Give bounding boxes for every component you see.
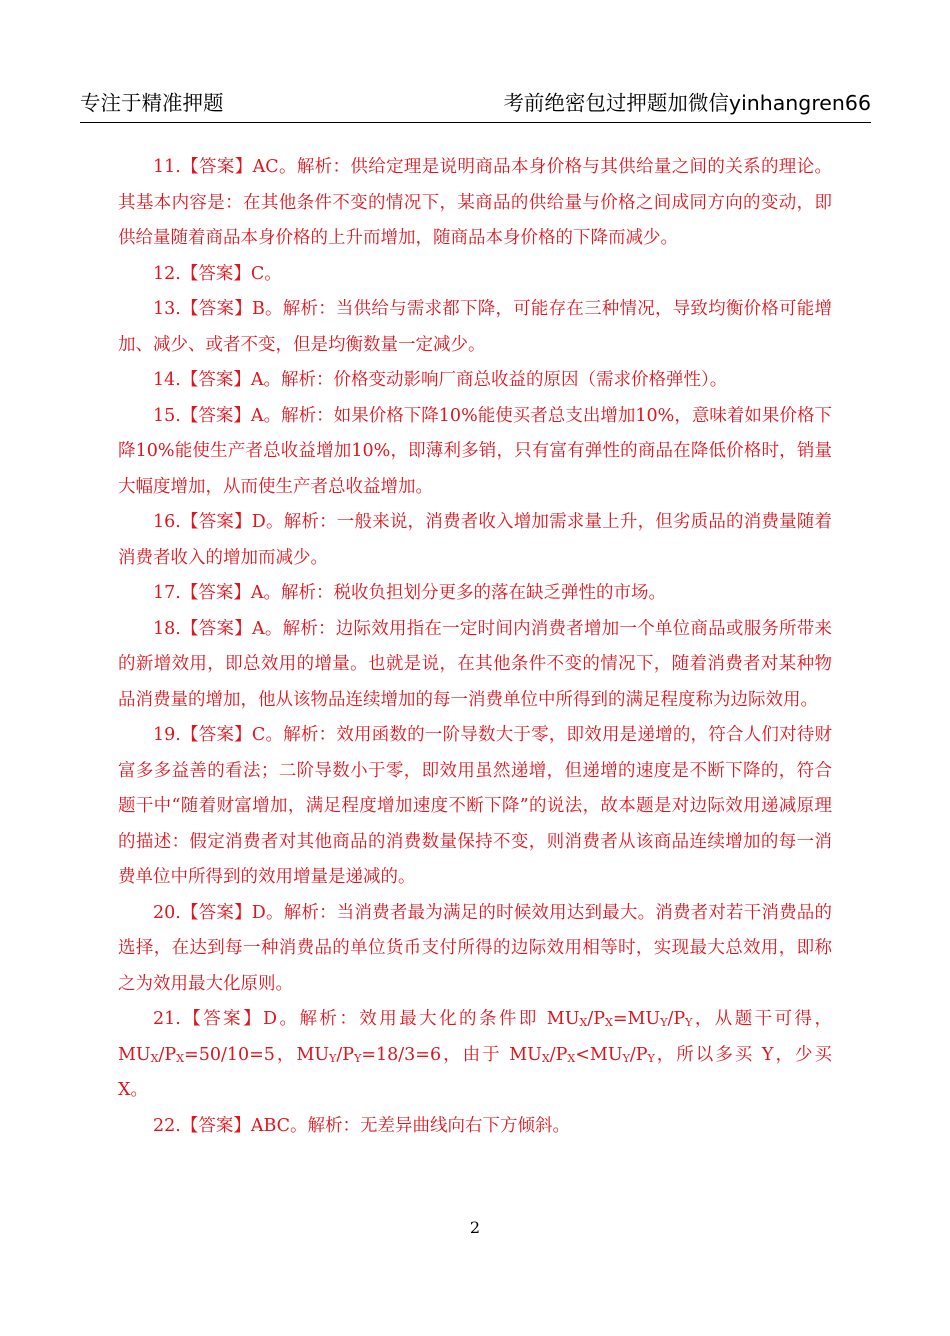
answer-21: 21.【答案】D。解析：效用最大化的条件即 $MU_X/P_X=MU_Y/P_Y$，从题干可得，$MU_X/P_X=50/10=5$，$MU_Y/P_Y=18/3=6$，由于 $MU_X/P_X<MU_Y/P_Y$，所以多买 Y，少买 X。 bbox=[118, 1009, 833, 1100]
answer-22: 22.【答案】ABC。解析：无差异曲线向右下方倾斜。 bbox=[153, 1115, 571, 1136]
answer-20: 20.【答案】D。解析：当消费者最为满足的时候效用达到最大。消费者对若干消费品的选择，在达到每一种消费品的单位货币支付所得的边际效用相等时，实现最大总效用，即称之为效用最大化原则。 bbox=[118, 902, 832, 994]
page-number: 2 bbox=[469, 1218, 481, 1237]
answer-12: 12.【答案】C。 bbox=[153, 263, 282, 284]
answer-list bbox=[118, 150, 832, 1144]
answer-19: 19.【答案】C。解析：效用函数的一阶导数大于零，即效用是递增的，符合人们对待财富多多益善的看法；二阶导数小于零，即效用虽然递增，但递增的速度是不断下降的，符合题干中“随着财富增加，满足程度增加速度不断下降”的说法，故本题是对边际效用递减原理的描述：假定消费者对其他商品的消费数量保持不变，则消费者从该商品连续增加的每一消费单位中所得到的效用增量是递减的。 bbox=[118, 725, 832, 887]
header-right-text: 考前绝密包过押题加微信yinhangren66 bbox=[503, 91, 871, 115]
answer-15: 15.【答案】A。解析：如果价格下降10%能使买者总支出增加10%，意味着如果价格下降10%能使生产者总收益增加10%，即薄利多销，只有富有弹性的商品在降低价格时，销量大幅度增加，从而使生产者总收益增加。 bbox=[118, 405, 832, 497]
answer-18: 18.【答案】A。解析：边际效用指在一定时间内消费者增加一个单位商品或服务所带来的新增效用，即总效用的增量。也就是说，在其他条件不变的情况下，随着消费者对某种物品消费量的增加，他从该物品连续增加的每一消费单位中所得到的满足程度称为边际效用。 bbox=[118, 618, 832, 710]
answer-13: 13.【答案】B。解析：当供给与需求都下降，可能存在三种情况，导致均衡价格可能增加、减少、或者不变，但是均衡数量一定减少。 bbox=[118, 299, 832, 355]
header-left-text: 专注于精准押题 bbox=[80, 91, 224, 115]
answer-14: 14.【答案】A。解析：价格变动影响厂商总收益的原因（需求价格弹性）。 bbox=[153, 370, 728, 390]
answer-16: 16.【答案】D。解析：一般来说，消费者收入增加需求量上升，但劣质品的消费量随着消费者收入的增加而减少。 bbox=[118, 512, 832, 568]
answer-17: 17.【答案】A。解析：税收负担划分更多的落在缺乏弹性的市场。 bbox=[153, 583, 666, 603]
page-header bbox=[80, 88, 871, 123]
answer-11: 11.【答案】AC。解析：供给定理是说明商品本身价格与其供给量之间的关系的理论。其基本内容是：在其他条件不变的情况下，某商品的供给量与价格之间成同方向的变动，即供给量随着商品本身价格的上升而增加，随商品本身价格的下降而减少。 bbox=[118, 157, 832, 248]
